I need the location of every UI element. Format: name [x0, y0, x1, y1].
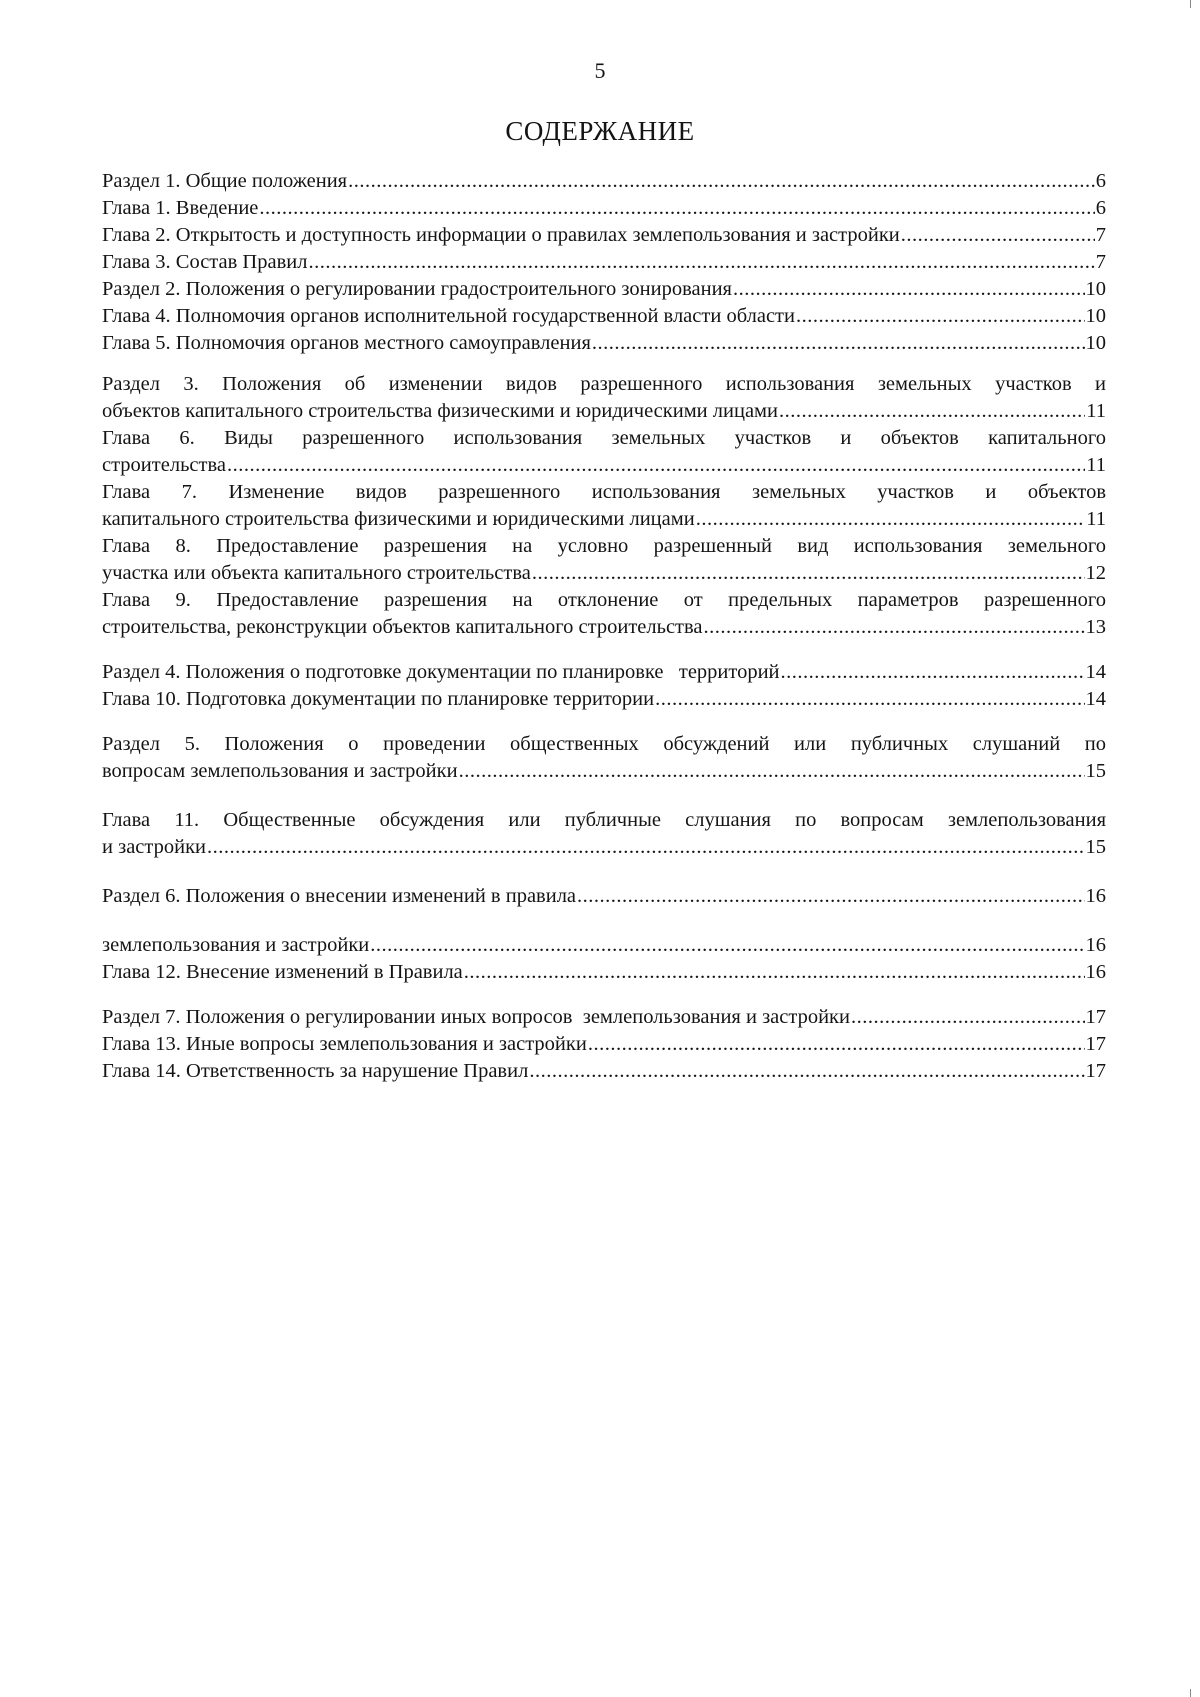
- toc-entry[interactable]: [102, 807, 1106, 861]
- toc-entry-title: Раздел 6. Положения о внесении изменений в правила: [102, 885, 577, 907]
- toc-entry-title: Раздел 7. Положения о регулировании иных вопросов землепользования и застройки: [102, 1006, 850, 1028]
- dot-leader: [227, 452, 1085, 479]
- toc-entry-title-line2: вопросам землепользования и застройки: [102, 760, 458, 782]
- toc-entry[interactable]: [102, 479, 1106, 533]
- toc-page-number: 16: [1085, 934, 1106, 956]
- toc-entry-title: Глава 5. Полномочия органов местного самоуправления: [102, 332, 591, 354]
- toc-entry[interactable]: [102, 425, 1106, 479]
- toc-entry-title-line1: Глава 11. Общественные обсуждения или публичные слушания по вопросам землепользования: [102, 809, 1106, 831]
- toc-entry-title-line2: строительства, реконструкции объектов капитального строительства: [102, 616, 703, 638]
- toc-entry-title-line1: Раздел 5. Положения о проведении общественных обсуждений или публичных слушаний по: [102, 733, 1106, 755]
- toc-entry-title-line1: Раздел 3. Положения об изменении видов разрешенного использования земельных участков и: [102, 373, 1106, 395]
- toc-page-number: 15: [1085, 836, 1106, 858]
- dot-leader: [348, 168, 1095, 195]
- toc-page-number: 17: [1085, 1060, 1106, 1082]
- toc-page-number: 16: [1085, 885, 1106, 907]
- toc-entry-title-line2: объектов капитального строительства физическими и юридическими лицами: [102, 400, 778, 422]
- toc-entry-title: Глава 10. Подготовка документации по планировке территории: [102, 688, 655, 710]
- dot-leader: [796, 303, 1085, 330]
- scan-edge-mark: [1190, 1689, 1191, 1697]
- toc-entry-title: Глава 4. Полномочия органов исполнительной государственной власти области: [102, 305, 795, 327]
- toc-entry[interactable]: [102, 533, 1106, 587]
- toc-entry[interactable]: [102, 276, 1106, 303]
- toc-entry[interactable]: [102, 222, 1106, 249]
- dot-leader: [588, 1031, 1085, 1058]
- toc-page-number: 11: [1086, 508, 1106, 530]
- dot-leader: [529, 1058, 1084, 1085]
- toc-page-number: 14: [1085, 661, 1106, 683]
- toc-entry[interactable]: [102, 371, 1106, 425]
- dot-leader: [370, 932, 1084, 959]
- toc-entry-title-line1: Глава 8. Предоставление разрешения на условно разрешенный вид использования земельного: [102, 535, 1106, 557]
- toc-entry[interactable]: [102, 303, 1106, 330]
- toc-page-number: 10: [1085, 305, 1106, 327]
- toc-page-number: 12: [1085, 562, 1106, 584]
- toc-entry-title: Глава 14. Ответственность за нарушение Правил: [102, 1060, 529, 1082]
- toc-entry[interactable]: [102, 195, 1106, 222]
- toc-entry[interactable]: [102, 686, 1106, 713]
- dot-leader: [532, 560, 1085, 587]
- toc-entry-title: Глава 13. Иные вопросы землепользования и застройки: [102, 1033, 587, 1055]
- dot-leader: [733, 276, 1085, 303]
- toc-entry-title: Глава 1. Введение: [102, 197, 259, 219]
- toc-page-number: 7: [1095, 224, 1106, 246]
- toc-page-number: 15: [1085, 760, 1106, 782]
- toc-entry-title-line2: капитального строительства физическими и юридическими лицами: [102, 508, 695, 530]
- toc-page-number: 6: [1095, 197, 1106, 219]
- toc-entry-title: Раздел 2. Положения о регулировании градостроительного зонирования: [102, 278, 732, 300]
- dot-leader: [704, 614, 1085, 641]
- toc-page-number: 6: [1095, 170, 1106, 192]
- dot-leader: [259, 195, 1094, 222]
- dot-leader: [781, 659, 1085, 686]
- toc-entry-title: Раздел 1. Общие положения: [102, 170, 348, 192]
- toc-entry[interactable]: [102, 587, 1106, 641]
- toc-entry[interactable]: [102, 1004, 1106, 1031]
- dot-leader: [779, 398, 1085, 425]
- dot-leader: [207, 834, 1084, 861]
- table-of-contents: [102, 168, 1106, 1085]
- dot-leader: [696, 506, 1086, 533]
- toc-entry-title: Глава 12. Внесение изменений в Правила: [102, 961, 463, 983]
- toc-entry[interactable]: [102, 1031, 1106, 1058]
- toc-page-number: 10: [1085, 332, 1106, 354]
- toc-entry[interactable]: [102, 330, 1106, 357]
- toc-entry[interactable]: [102, 959, 1106, 986]
- toc-entry-title-line1: Глава 9. Предоставление разрешения на отклонение от предельных параметров разрешенного: [102, 589, 1106, 611]
- scan-edge-mark: [1190, 0, 1191, 8]
- toc-entry-title-line1: Глава 7. Изменение видов разрешенного использования земельных участков и объектов: [102, 481, 1106, 503]
- toc-page-number: 17: [1085, 1006, 1106, 1028]
- toc-page-number: 17: [1085, 1033, 1106, 1055]
- toc-entry-title: Глава 2. Открытость и доступность информации о правилах землепользования и застройки: [102, 224, 900, 246]
- toc-entry[interactable]: [102, 1058, 1106, 1085]
- dot-leader: [459, 758, 1085, 785]
- page-number: 5: [594, 58, 606, 83]
- toc-page-number: 11: [1086, 454, 1106, 476]
- toc-page-number: 16: [1085, 961, 1106, 983]
- toc-page-number: 7: [1095, 251, 1106, 273]
- dot-leader: [655, 686, 1084, 713]
- toc-page-number: 10: [1085, 278, 1106, 300]
- toc-page-number: 13: [1085, 616, 1106, 638]
- toc-page-number: 14: [1085, 688, 1106, 710]
- dot-leader: [592, 330, 1085, 357]
- toc-entry[interactable]: [102, 932, 1106, 959]
- toc-entry[interactable]: [102, 731, 1106, 785]
- toc-entry-title-line2: и застройки: [102, 836, 207, 858]
- dot-leader: [464, 959, 1085, 986]
- toc-entry-title-line1: Глава 6. Виды разрешенного использования земельных участков и объектов капитального: [102, 427, 1106, 449]
- page-title: СОДЕРЖАНИЕ: [505, 116, 695, 146]
- toc-entry[interactable]: [102, 659, 1106, 686]
- toc-entry[interactable]: [102, 249, 1106, 276]
- toc-page-number: 11: [1086, 400, 1106, 422]
- toc-entry-title-line2: строительства: [102, 454, 226, 476]
- toc-entry-title: Глава 3. Состав Правил: [102, 251, 308, 273]
- toc-entry-title: землепользования и застройки: [102, 934, 370, 956]
- dot-leader: [851, 1004, 1085, 1031]
- dot-leader: [577, 883, 1084, 910]
- toc-entry-title-line2: участка или объекта капитального строительства: [102, 562, 531, 584]
- toc-entry[interactable]: [102, 168, 1106, 195]
- dot-leader: [901, 222, 1095, 249]
- toc-entry[interactable]: [102, 883, 1106, 910]
- dot-leader: [308, 249, 1094, 276]
- toc-entry-title: Раздел 4. Положения о подготовке документации по планировке территорий: [102, 661, 780, 683]
